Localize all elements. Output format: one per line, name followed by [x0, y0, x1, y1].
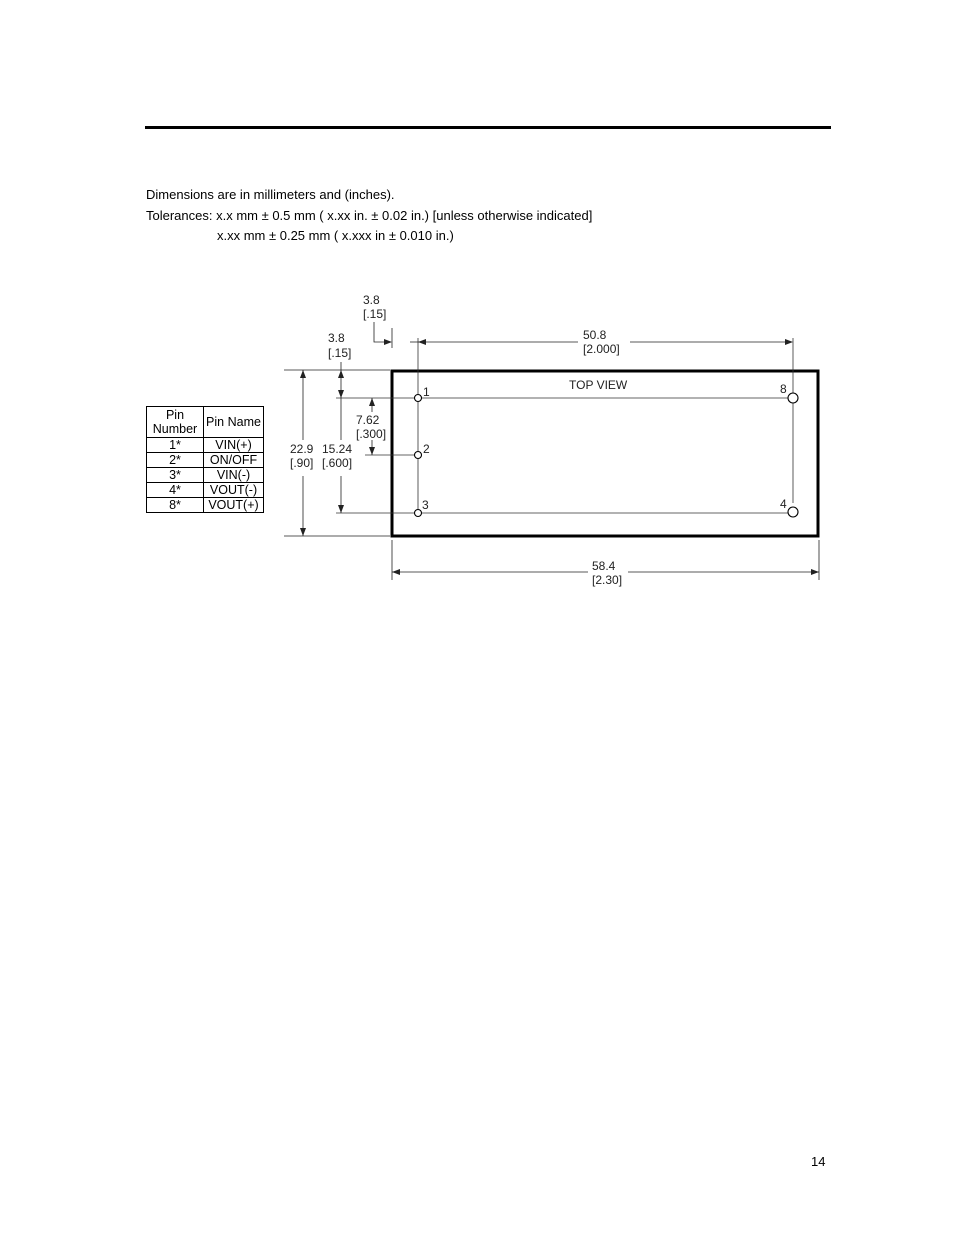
reference-lines	[336, 338, 793, 513]
pin-3-marker	[415, 510, 422, 517]
top-offset-dim	[374, 322, 420, 348]
dimensions-note: Dimensions are in millimeters and (inches).	[146, 187, 395, 202]
pin-number: 1*	[147, 438, 204, 453]
row-span-mm: 15.24	[322, 442, 353, 456]
pin-4-marker	[788, 507, 798, 517]
pitch-mm: 7.62	[356, 413, 380, 427]
width-in: [2.30]	[592, 573, 623, 587]
pin-name: VIN(-)	[204, 468, 264, 483]
pin-number: 8*	[147, 498, 204, 513]
top-offset-mm: 3.8	[363, 293, 380, 307]
pin-number: 4*	[147, 483, 204, 498]
pin-span-mm: 50.8	[583, 328, 607, 342]
left-offset-dim	[284, 362, 390, 400]
pin-1-marker	[415, 395, 422, 402]
width-mm: 58.4	[592, 559, 616, 573]
pin-3-label: 3	[422, 498, 429, 512]
top-view-label: TOP VIEW	[569, 378, 628, 392]
pin-span-in: [2.000]	[583, 342, 620, 356]
pin-name: VOUT(-)	[204, 483, 264, 498]
pin-name: ON/OFF	[204, 453, 264, 468]
page-number: 14	[811, 1154, 826, 1169]
pin-2-label: 2	[423, 442, 430, 456]
pin-name: VOUT(+)	[204, 498, 264, 513]
pin-number-header: Pin Number	[147, 407, 204, 438]
pin-2-marker	[415, 452, 422, 459]
height-in: [.90]	[290, 456, 314, 470]
pin-number: 2*	[147, 453, 204, 468]
left-offset-mm: 3.8	[328, 331, 345, 345]
row-span-in: [.600]	[322, 456, 353, 470]
tolerance-line-2: x.xx mm ± 0.25 mm ( x.xxx in ± 0.010 in.)	[217, 228, 454, 243]
pin-8-label: 8	[780, 382, 787, 396]
left-offset-in: [.15]	[328, 346, 352, 360]
pin-1-label: 1	[423, 385, 430, 399]
pin-name-header: Pin Name	[204, 407, 264, 438]
pin-4-label: 4	[780, 497, 787, 511]
tolerance-line-1: Tolerances: x.x mm ± 0.5 mm ( x.xx in. ± 0.02 in.) [unless otherwise indicated]	[146, 208, 593, 223]
top-offset-in: [.15]	[363, 307, 387, 321]
pin-name: VIN(+)	[204, 438, 264, 453]
pitch-in: [.300]	[356, 427, 387, 441]
pin-8-marker	[788, 393, 798, 403]
pin-number: 3*	[147, 468, 204, 483]
module-outline	[392, 371, 818, 536]
height-mm: 22.9	[290, 442, 314, 456]
